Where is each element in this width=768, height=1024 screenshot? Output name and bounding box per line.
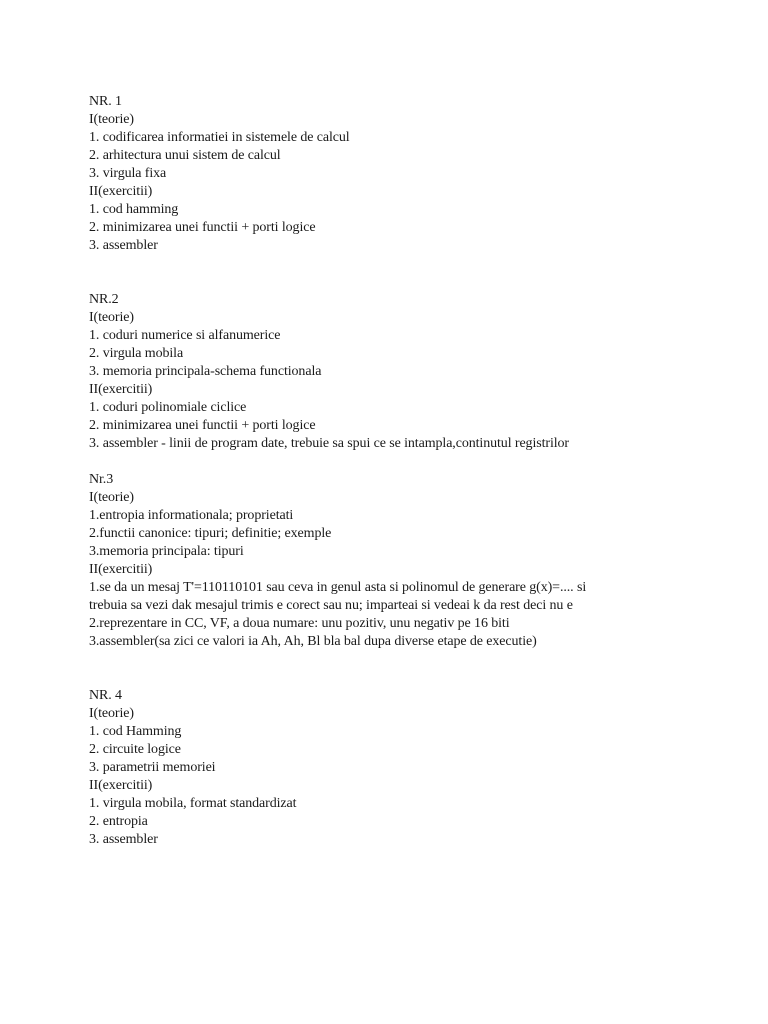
section-nr-1 [89, 93, 749, 255]
section-title: NR. 4 [89, 688, 122, 703]
section-line: 3. memoria principala-schema functionala [89, 364, 322, 379]
section-line: 1. codificarea informatiei in sistemele de calcul [89, 130, 350, 145]
section-line: 2.reprezentare in CC, VF, a doua numare: unu pozitiv, unu negativ pe 16 biti [89, 616, 510, 631]
section-line: II(exercitii) [89, 778, 153, 793]
section-line: 2. arhitectura unui sistem de calcul [89, 148, 281, 163]
section-nr-3 [89, 471, 749, 651]
section-line: 3.memoria principala: tipuri [89, 544, 244, 559]
section-line: 3.assembler(sa zici ce valori ia Ah, Ah, Bl bla bal dupa diverse etape de executie) [89, 634, 537, 649]
section-line: 1.se da un mesaj T'=110110101 sau ceva in genul asta si polinomul de generare g(x)=.... si [89, 580, 587, 595]
section-line: 1. virgula mobila, format standardizat [89, 796, 297, 811]
section-line: II(exercitii) [89, 382, 153, 397]
section-line: II(exercitii) [89, 184, 153, 199]
section-line: 1. coduri polinomiale ciclice [89, 400, 247, 415]
section-line: 1. cod hamming [89, 202, 179, 217]
section-line: 3. virgula fixa [89, 166, 167, 181]
section-spacer [89, 255, 749, 291]
section-line: 1. coduri numerice si alfanumerice [89, 328, 281, 343]
section-line: 2. minimizarea unei functii + porti logice [89, 220, 316, 235]
section-line: 2. circuite logice [89, 742, 181, 757]
section-line: 2.functii canonice: tipuri; definitie; exemple [89, 526, 332, 541]
section-line: I(teorie) [89, 706, 134, 721]
section-title: NR.2 [89, 292, 119, 307]
section-line: I(teorie) [89, 112, 134, 127]
document-content [89, 93, 749, 849]
section-spacer [89, 651, 749, 687]
section-title: NR. 1 [89, 94, 122, 109]
section-line: 1.entropia informationala; proprietati [89, 508, 294, 523]
section-spacer [89, 453, 749, 471]
section-line: 3. assembler [89, 832, 158, 847]
section-nr-2 [89, 291, 749, 453]
section-line: II(exercitii) [89, 562, 153, 577]
section-nr-4 [89, 687, 749, 849]
section-line: I(teorie) [89, 490, 134, 505]
section-line: 2. entropia [89, 814, 148, 829]
section-line: trebuia sa vezi dak mesajul trimis e corect sau nu; imparteai si vedeai k da rest deci nu e [89, 598, 573, 613]
section-line: 1. cod Hamming [89, 724, 182, 739]
section-line: 3. assembler [89, 238, 158, 253]
section-title: Nr.3 [89, 472, 114, 487]
section-line: I(teorie) [89, 310, 134, 325]
section-line: 3. assembler - linii de program date, trebuie sa spui ce se intampla,continutul registrilor [89, 436, 569, 451]
section-line: 3. parametrii memoriei [89, 760, 216, 775]
section-line: 2. minimizarea unei functii + porti logice [89, 418, 316, 433]
section-line: 2. virgula mobila [89, 346, 184, 361]
